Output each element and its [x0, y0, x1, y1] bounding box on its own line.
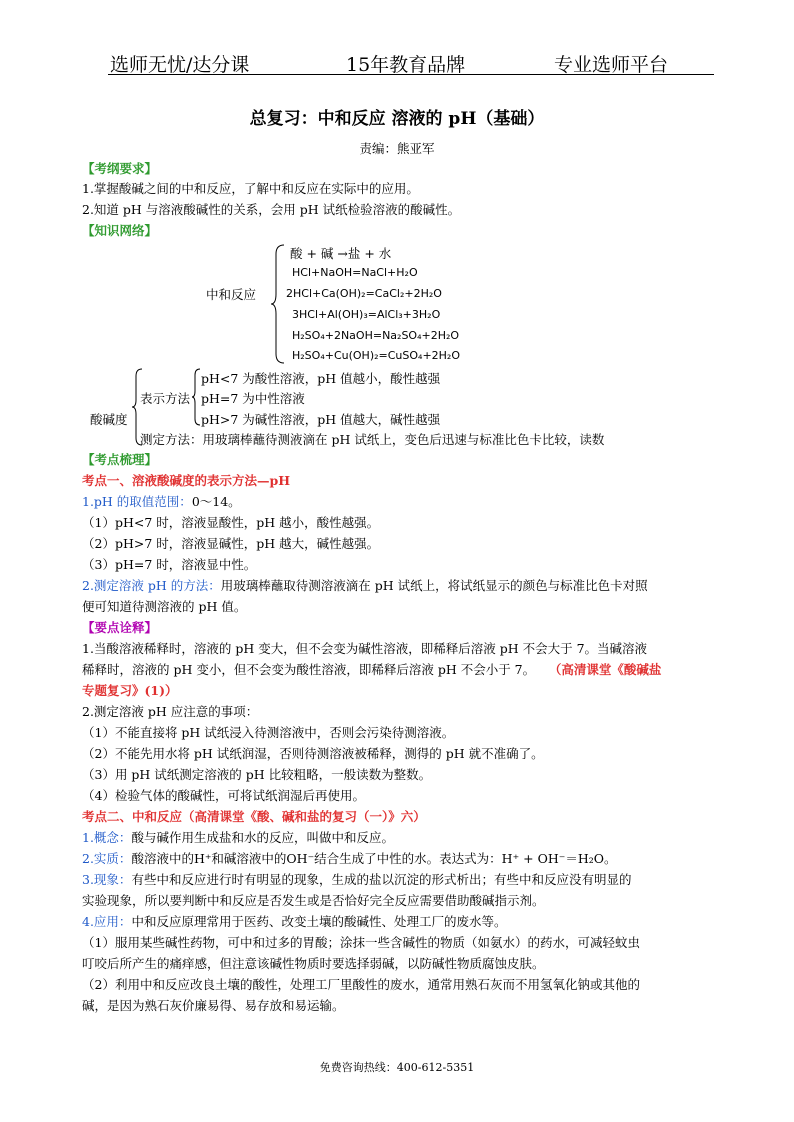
represent-brace	[191, 368, 201, 426]
section-points: 【考点梳理】	[82, 452, 158, 467]
kp1-line2: （1）pH<7 时，溶液显酸性，pH 越小，酸性越强。	[82, 515, 380, 530]
explain-1-ref-cont: 专题复习》(1)）	[82, 683, 178, 698]
represent-label: 表示方法	[140, 391, 191, 406]
equation-2: 2HCl+Ca(OH)₂=CaCl₂+2H₂O	[286, 287, 442, 300]
header-center: 15年教育品牌	[346, 54, 466, 76]
kp2-application	[82, 913, 506, 931]
kp2-app-2a: （2）利用中和反应改良土壤的酸性，处理工厂里酸性的废水，通常用熟石灰而不用氢氧化钠或其他的	[82, 977, 640, 992]
kp2-concept-head: 1.概念：	[82, 830, 132, 845]
kp2-title-ref: （高清课堂《酸、碱和盐的复习（一）》六）	[182, 809, 426, 824]
ph-acidic: pH<7 为酸性溶液，pH 值越小，酸性越强	[201, 371, 441, 386]
equation-3: 3HCl+Al(OH)₃=AlCl₃+3H₂O	[292, 308, 441, 321]
explain-1b-text: 稀释时，溶液的 pH 变小，但不会变为酸性溶液，即稀释后溶液 pH 不会小于 7。	[82, 662, 536, 677]
author-line: 责编：熊亚军	[359, 141, 435, 156]
page-header	[108, 44, 714, 75]
kp2-app-2b: 碱，是因为熟石灰价廉易得、易存放和易运输。	[82, 998, 345, 1013]
explain-1a: 1.当酸溶液稀释时，溶液的 pH 变大，但不会变为碱性溶液，即稀释后溶液 pH 不会大于 7。当碱溶液	[82, 641, 648, 656]
requirement-2: 2.知道 pH 与溶液酸碱性的关系，会用 pH 试纸检验溶液的酸碱性。	[82, 202, 461, 217]
kp1-line1	[82, 493, 241, 511]
section-requirements: 【考纲要求】	[82, 161, 158, 176]
explain-1b-ref: （高清课堂《酸碱盐	[555, 662, 662, 677]
header-left: 选师无忧/达分课	[110, 54, 250, 76]
kp2-app-1a: （1）服用某些碱性药物，可中和过多的胃酸；涂抹一些含碱性的物质（如氨水）的药水，可减轻蚊虫	[82, 935, 640, 950]
kp2-essence-body: 酸溶液中的H⁺和碱溶液中的OH⁻结合生成了中性的水。表达式为：H⁺ + OH⁻＝H₂O。	[131, 851, 617, 866]
explain-2-3: （3）用 pH 试纸测定溶液的 pH 比较粗略，一般读数为整数。	[82, 767, 432, 782]
page-title: 总复习：中和反应 溶液的 pH（基础）	[249, 109, 545, 129]
kp1-line5	[82, 577, 648, 595]
kp2-phenomenon-head: 3.现象：	[82, 872, 132, 887]
neutralization-label: 中和反应	[206, 287, 257, 302]
kp2-application-body: 中和反应原理常用于医药、改变土壤的酸碱性、处理工厂的废水等。	[131, 914, 507, 929]
equation-4: H₂SO₄+2NaOH=Na₂SO₄+2H₂O	[292, 329, 460, 342]
kp2-phenomenon-body: 有些中和反应进行时有明显的现象，生成的盐以沉淀的形式析出；有些中和反应没有明显的	[131, 872, 632, 887]
explain-2-4: （4）检验气体的酸碱性，可将试纸润湿后再使用。	[82, 788, 365, 803]
equation-5: H₂SO₄+Cu(OH)₂=CuSO₄+2H₂O	[292, 349, 460, 362]
equation-general: 酸 + 碱 →盐 + 水	[290, 246, 392, 261]
kp2-essence-head: 2.实质：	[82, 851, 132, 866]
explain-1b	[82, 661, 661, 679]
section-network: 【知识网络】	[82, 223, 158, 238]
ph-basic: pH>7 为碱性溶液，pH 值越大，碱性越强	[201, 412, 441, 427]
explain-2-1: （1）不能直接将 pH 试纸浸入待测溶液中，否则会污染待测溶液。	[82, 725, 455, 740]
kp2-application-head: 4.应用：	[82, 914, 132, 929]
explain-2-2: （2）不能先用水将 pH 试纸润湿，否则待测溶液被稀释，测得的 pH 就不准确了。	[82, 746, 544, 761]
kp1-title: 考点一、溶液酸碱度的表示方法—pH	[82, 473, 291, 488]
footer-hotline: 免费咨询热线：400-612-5351	[319, 1061, 475, 1074]
kp1-line5-body: 用玻璃棒蘸取待测溶液滴在 pH 试纸上，将试纸显示的颜色与标准比色卡对照	[220, 578, 648, 593]
kp1-line1-head: 1.pH 的取值范围：	[82, 494, 192, 509]
kp2-app-1b: 叮咬后所产生的痛痒感，但注意该碱性物质时要选择弱碱，以防碱性物质腐蚀皮肤。	[82, 956, 545, 971]
kp2-phenomenon-cont: 实验现象，所以要判断中和反应是否发生或是否恰好完全反应需要借助酸碱指示剂。	[82, 893, 545, 908]
kp2-essence	[82, 850, 617, 868]
kp1-line4: （3）pH=7 时，溶液显中性。	[82, 557, 257, 572]
equation-1: HCl+NaOH=NaCl+H₂O	[292, 266, 418, 279]
ph-neutral: pH=7 为中性溶液	[201, 391, 305, 406]
kp2-title	[82, 808, 426, 826]
kp1-line3: （2）pH>7 时，溶液显碱性，pH 越大，碱性越强。	[82, 536, 380, 551]
kp1-line6: 便可知道待测溶液的 pH 值。	[82, 599, 247, 614]
measure-method: 测定方法：用玻璃棒蘸待测液滴在 pH 试纸上，变色后迅速与标准比色卡比较，读数	[140, 432, 605, 447]
kp2-phenomenon	[82, 871, 631, 889]
kp1-line1-body: 0～14。	[191, 494, 241, 509]
explain-2: 2.测定溶液 pH 应注意的事项：	[82, 704, 259, 719]
section-explain: 【要点诠释】	[82, 620, 158, 635]
acidity-label: 酸碱度	[90, 412, 128, 427]
requirement-1: 1.掌握酸碱之间的中和反应，了解中和反应在实际中的应用。	[82, 181, 419, 196]
header-right: 专业选师平台	[554, 54, 669, 76]
kp2-concept	[82, 829, 394, 847]
kp2-concept-body: 酸与碱作用生成盐和水的反应，叫做中和反应。	[131, 830, 394, 845]
kp2-title-main: 考点二、中和反应	[82, 809, 183, 824]
kp1-line5-head: 2.测定溶液 pH 的方法：	[82, 578, 221, 593]
neutralization-brace	[270, 244, 286, 364]
